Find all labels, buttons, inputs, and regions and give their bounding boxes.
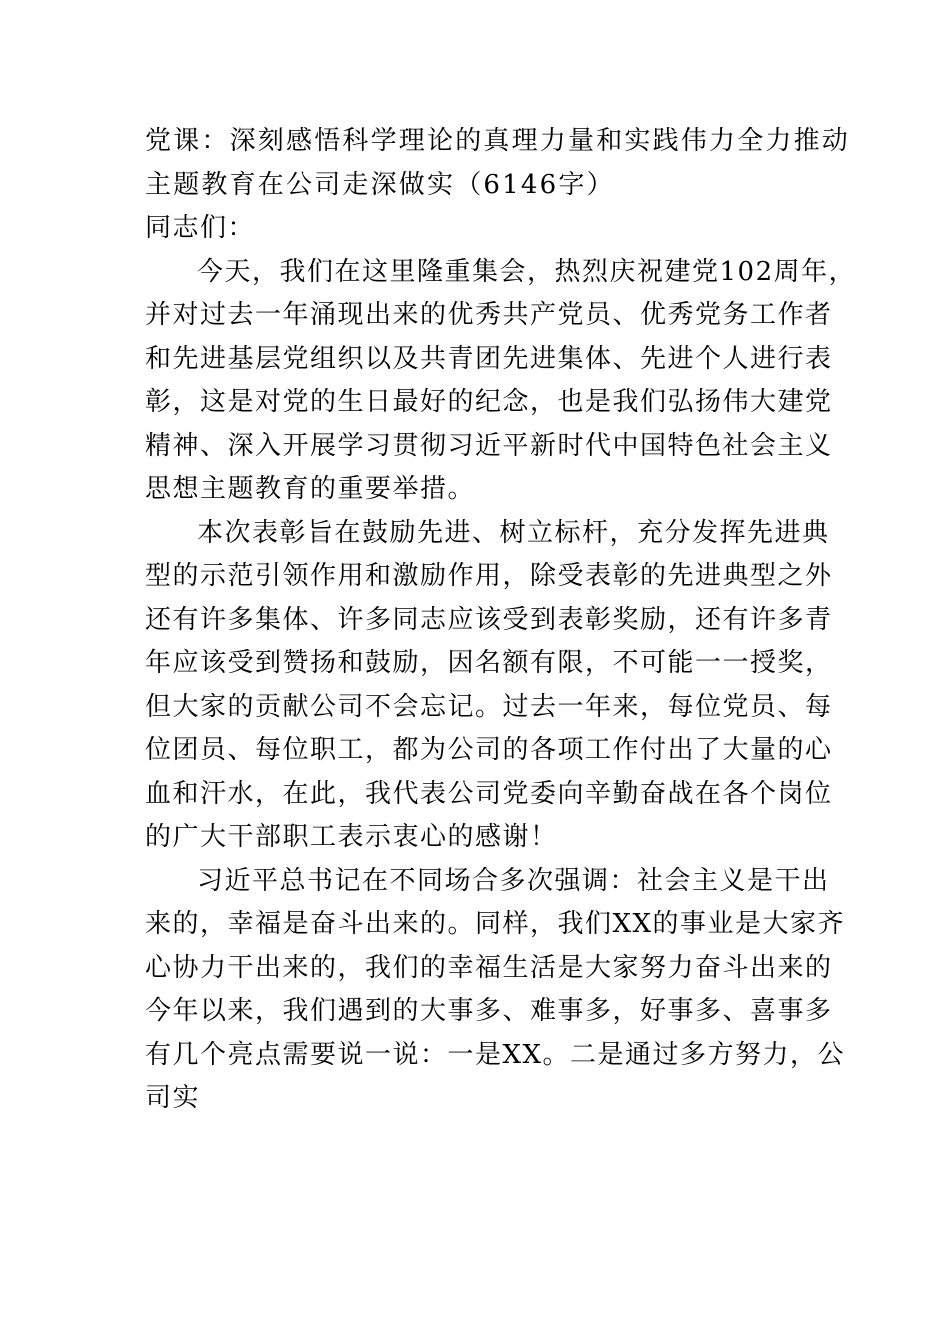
paragraph-1 (145, 251, 857, 512)
paragraph-line: 和先进基层党组织以及共青团先进集体、先进个人进行表 (145, 343, 833, 374)
salutation: 同志们： (145, 213, 256, 243)
paragraph-3 (145, 860, 846, 1121)
paragraph-line: 精神、深入开展学习贯彻习近平新时代中国特色社会主义 (145, 430, 833, 461)
document-body (145, 120, 857, 1121)
paragraph-line: 司实 (145, 1083, 201, 1113)
title-line: 党课：深刻感悟科学理论的真理力量和实践伟力全力推动 (145, 126, 851, 156)
paragraph-line: 今年以来，我们遇到的大事多、难事多，好事多、喜事多 (145, 996, 833, 1026)
paragraph-line: 并对过去一年涌现出来的优秀共产党员、优秀党务工作者 (145, 300, 833, 330)
paragraph-line: 但大家的贡献公司不会忘记。过去一年来，每位党员、每 (145, 691, 833, 722)
paragraph-line: 年应该受到赞扬和鼓励，因名额有限，不可能一一授奖， (145, 648, 833, 678)
paragraph-line: 来的，幸福是奋斗出来的。同样，我们XX的事业是大家齐 (145, 909, 846, 939)
paragraph-line: 有几个亮点需要说一说：一是XX。二是通过多方努力，公 (145, 1039, 846, 1070)
paragraph-line: 心协力干出来的，我们的幸福生活是大家努力奋斗出来的 (145, 952, 833, 983)
document-title (145, 120, 851, 207)
paragraph-line: 习近平总书记在不同场合多次强调：社会主义是干出 (197, 865, 830, 896)
paragraph-line: 本次表彰旨在鼓励先进、树立标杆，充分发挥先进典 (197, 517, 830, 548)
paragraph-line: 位团员、每位职工，都为公司的各项工作付出了大量的心 (145, 735, 833, 765)
paragraph-line: 今天，我们在这里隆重集会，热烈庆祝建党102周年， (197, 256, 857, 287)
paragraph-line: 型的示范引领作用和激励作用，除受表彰的先进典型之外 (145, 561, 833, 591)
paragraph-line: 的广大干部职工表示衷心的感谢！ (145, 822, 558, 852)
paragraph-line: 思想主题教育的重要举措。 (145, 474, 476, 504)
title-line: 主题教育在公司走深做实（6146字） (145, 169, 615, 200)
paragraph-line: 还有许多集体、许多同志应该受到表彰奖励，还有许多青 (145, 604, 833, 635)
paragraph-2 (145, 512, 833, 860)
paragraph-line: 彰，这是对党的生日最好的纪念，也是我们弘扬伟大建党 (145, 387, 833, 417)
paragraph-line: 血和汗水，在此，我代表公司党委向辛勤奋战在各个岗位 (145, 778, 833, 809)
